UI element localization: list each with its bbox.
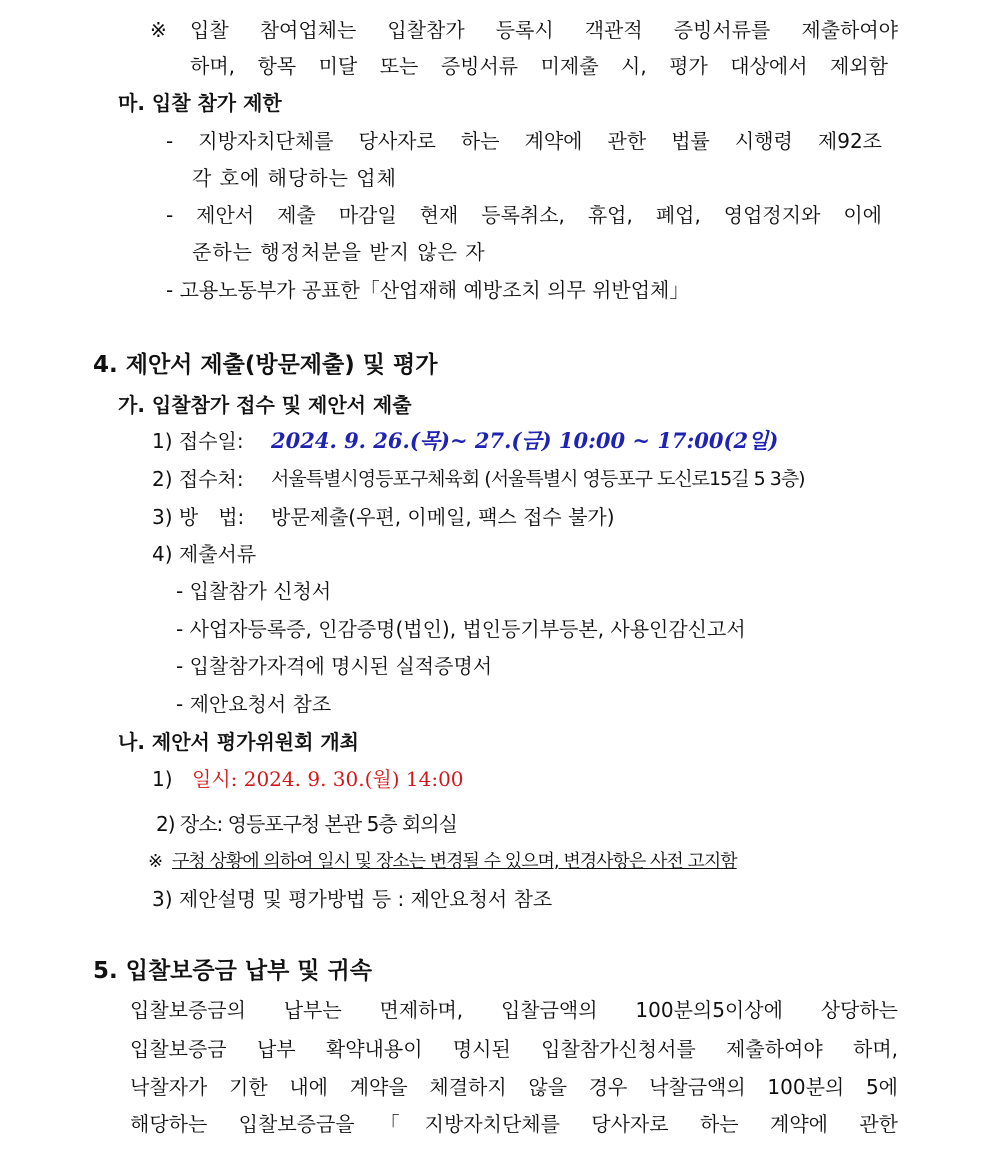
subsection-na-title: 나. 제안서 평가위원회 개최 bbox=[118, 730, 360, 754]
ga-item-1-label: 1) 접수일: bbox=[152, 429, 244, 453]
na-meeting-datetime: 일시: 2024. 9. 30.(월) 14:00 bbox=[192, 767, 464, 791]
na-item-3: 3) 제안설명 및 평가방법 등 : 제안요청서 참조 bbox=[152, 887, 553, 911]
na-note-mark: ※ bbox=[148, 851, 164, 872]
na-meeting-place: 2) 장소: 영등포구청 본관 5층 회의실 bbox=[156, 812, 457, 836]
notice-mark: ※ bbox=[150, 18, 167, 42]
notice-line-2: 하며, 항목 미달 또는 증빙서류 미제출 시, 평가 대상에서 제외함 bbox=[190, 54, 888, 78]
ga-reception-date: 2024. 9. 26.(목)~ 27.(금) 10:00 ~ 17:00(2일) bbox=[271, 428, 779, 453]
ma-item-2-cont: 준하는 행정처분을 받지 않은 자 bbox=[192, 240, 486, 264]
section-5-title: 5. 입찰보증금 납부 및 귀속 bbox=[93, 958, 372, 984]
ga-item-3-label: 3) 방 법: bbox=[152, 505, 245, 529]
section-4-title: 4. 제안서 제출(방문제출) 및 평가 bbox=[93, 352, 438, 378]
notice-line-1: 입찰 참여업체는 입찰참가 등록시 객관적 증빙서류를 제출하여야 bbox=[190, 18, 898, 42]
ga-submission-method: 방문제출(우편, 이메일, 팩스 접수 불가) bbox=[271, 505, 615, 529]
ma-item-1-cont: 각 호에 해당하는 업체 bbox=[192, 166, 397, 190]
section-5-para-line-4: 해당하는 입찰보증금을「지방자치단체를 당사자로 하는 계약에 관한 bbox=[130, 1112, 898, 1136]
section-5-para-line-1: 입찰보증금의 납부는 면제하며, 입찰금액의 100분의5이상에 상당하는 bbox=[130, 998, 898, 1022]
subsection-ga-title: 가. 입찰참가 접수 및 제안서 제출 bbox=[118, 393, 412, 417]
ga-item-2-label: 2) 접수처: bbox=[152, 467, 244, 491]
na-item-1-num: 1) bbox=[152, 767, 173, 791]
ga-item-4-label: 4) 제출서류 bbox=[152, 542, 257, 566]
ma-item-1: - 지방자치단체를 당사자로 하는 계약에 관한 법률 시행령 제92조 bbox=[166, 129, 882, 153]
ga-doc-1: - 입찰참가 신청서 bbox=[176, 579, 332, 603]
ma-item-3: - 고용노동부가 공표한「산업재해 예방조치 의무 위반업체」 bbox=[166, 278, 690, 302]
section-5-para-line-3: 낙찰자가 기한 내에 계약을 체결하지 않을 경우 낙찰금액의 100분의 5에 bbox=[130, 1075, 898, 1099]
ga-doc-3: - 입찰참가자격에 명시된 실적증명서 bbox=[176, 654, 493, 678]
ga-doc-2: - 사업자등록증, 인감증명(법인), 법인등기부등본, 사용인감신고서 bbox=[176, 617, 746, 641]
section-5-para-line-2: 입찰보증금 납부 확약내용이 명시된 입찰참가신청서를 제출하여야 하며, bbox=[130, 1037, 898, 1061]
ga-doc-4: - 제안요청서 참조 bbox=[176, 692, 332, 716]
ga-reception-place: 서울특별시영등포구체육회 (서울특별시 영등포구 도신로15길 5 3층) bbox=[271, 468, 805, 490]
subsection-ma-title: 마. 입찰 참가 제한 bbox=[118, 91, 282, 115]
ma-item-2: - 제안서 제출 마감일 현재 등록취소, 휴업, 폐업, 영업정지와 이에 bbox=[166, 203, 882, 227]
na-note-text: 구청 상황에 의하여 일시 및 장소는 변경될 수 있으며, 변경사항은 사전 고지함 bbox=[172, 851, 737, 872]
